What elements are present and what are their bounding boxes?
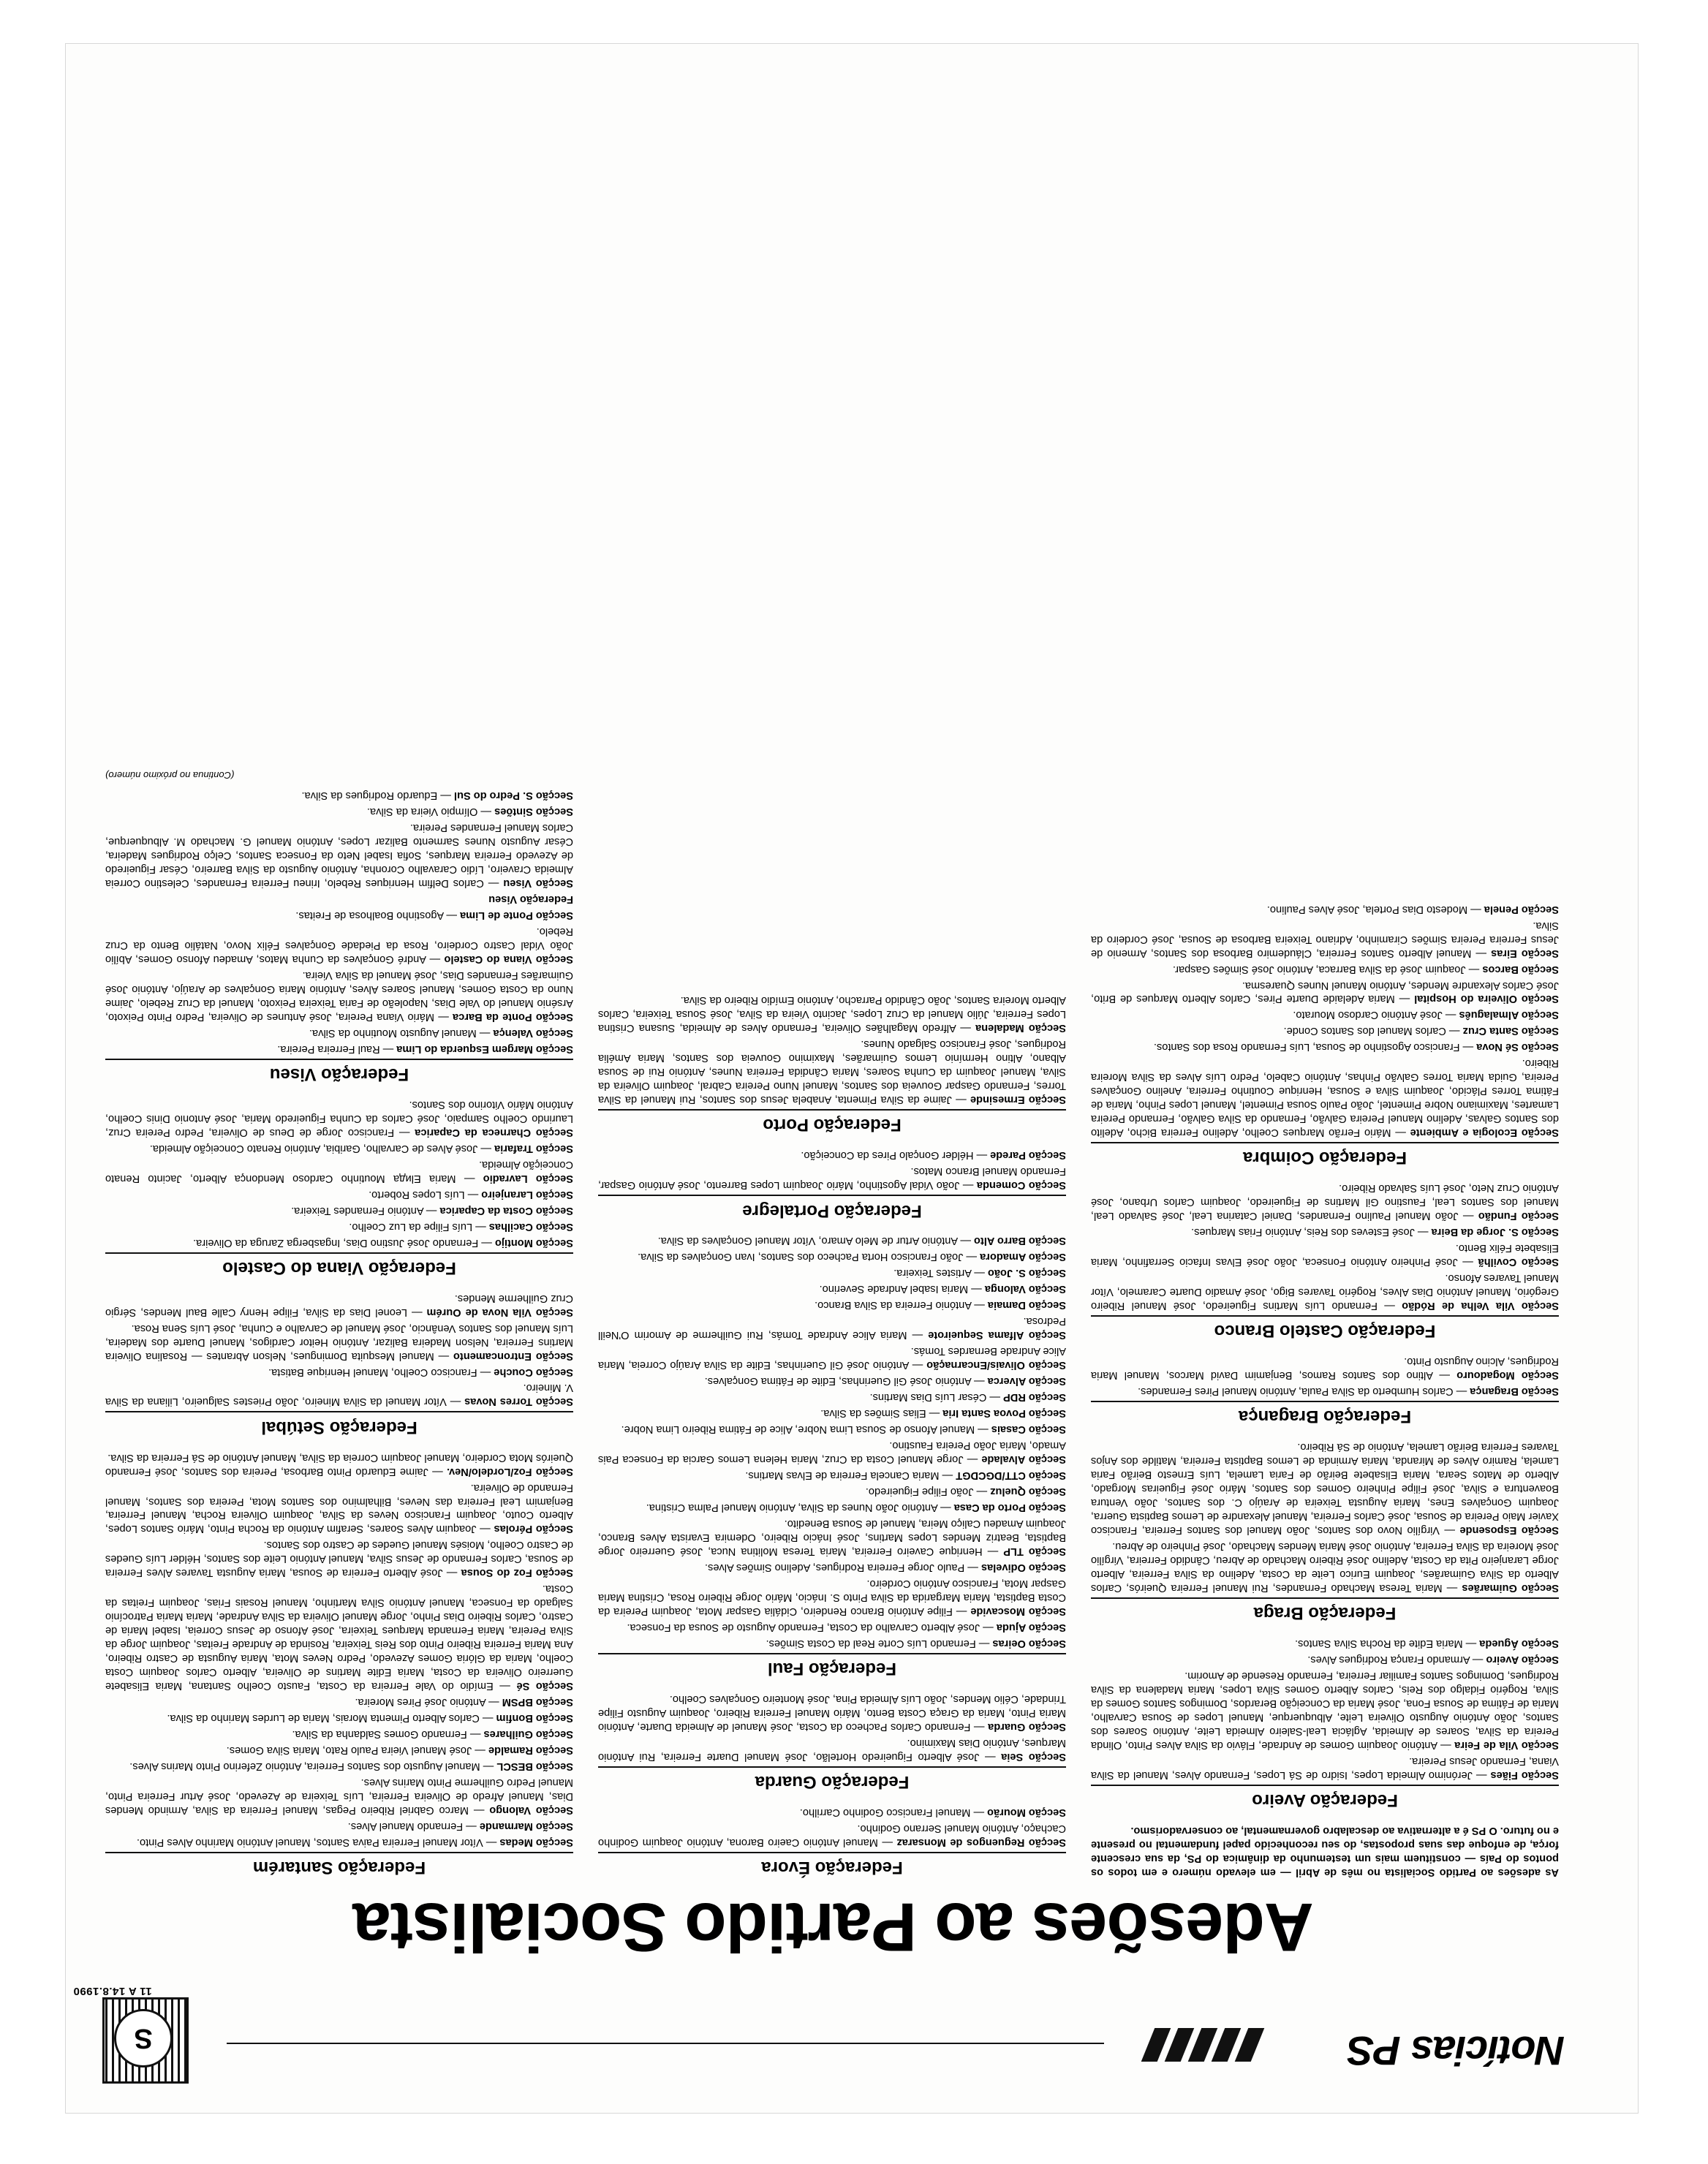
federation-heading: Federação Santarém	[105, 1852, 573, 1879]
section-entry: Secção Sé Nova — Francisco Agostinho de Sousa, Luís Fernando Rosa dos Santos.	[1153, 1041, 1559, 1053]
column-3	[105, 22, 573, 1879]
logo-letter: S	[114, 2009, 173, 2067]
section-entry: Secção Couche — Francisco Coelho, Manuel Henrique Batista.	[268, 1366, 573, 1378]
section-entry: Secção Viseu — Carlos Delfim Henriques Rebelo, Irineu Ferreira Fernandes, Celestino Correia Almeida Craveiro, Lídio Caravalho Coronha, António Augusto da Silva Barreiro, César Figueiredo de Azevedo Ferreira Marques, Sofia Isabel Neto da Fonseca Santos, Celço Rodrigues Madeira, César Augusto Nunes Sarmento Balizar Lopes, António Manuel G. Machado M. Albuquerque, Carlos Manuel Fernandes Pereira.	[105, 822, 573, 889]
section-entry: Secção Lavradio — Maria Elида Moutinho Cardoso Mendonça Alberto, Jacinto Renato Conceição Almeida.	[105, 1158, 573, 1184]
section-entry: Secção Bonfim — Carlos Alberto Pimenta Morais, Maria de Lurdes Marinho da Silva.	[167, 1712, 573, 1725]
section-entry: Secção TLP — Henrique Caveiro Ferreira, Maria Teresa Molitina Nuca, José Guerreiro Jorge Baptista, Beatriz Mendes Lopes Martins, José Inácio Ribeiro, Odemira Evarista Alves Branco, Joaquim Amadeu Caliço Meira, Manuel de Sousa Benedito.	[598, 1517, 1066, 1557]
section-entry: Secção Alverca — António José Gil Guerinhas, Edite de Fátima Gonçalves.	[704, 1375, 1066, 1388]
section-entry: Secção CTT/DGCDGT — Maria Cancela Ferreira de Elvas Martins.	[745, 1469, 1066, 1482]
section-entry: Secção Guilhares — Fernando Gomes Saldanha da Silva.	[292, 1728, 573, 1741]
section-entry: Secção Sintões — Olímpio Vieira da Silva.	[366, 806, 573, 818]
continued-note: (Continua no próximo número)	[105, 770, 235, 782]
section-entry: Secção Vila Velha de Ródão — Fernando Luís Martins Figueiredo, José Manuel Ribeiro Gregório, Manuel António Dias Alves, Rogério Tavares Bigo, José Amadio Duarte Caramelo, Vítor Manuel Tavares Afonso.	[1091, 1272, 1559, 1312]
party-logo-icon	[102, 1997, 189, 2084]
section-entry: Secção Moscavide — Filipe António Branco Rendeiro, Cidália Gaspar Mota, Joaquim Pereira da Costa Baptista, Maria Margarida da Silva Pinto S. Inácio, Mário Jorge Ribeiro Rosa, Cristina Maria Gaspar Mota, Francisco António Cordeiro.	[598, 1577, 1066, 1617]
section-entry: Secção Alfama Sequeirote — Maria Alice Andrade Tomás, Rui Guilherme de Amorim O'Neill Pedrosa.	[597, 1315, 1066, 1342]
federation-heading: Federação Bragança	[1091, 1401, 1559, 1428]
federation-heading: Federação Viseu	[105, 1059, 573, 1086]
section-entry: Secção RDP — César Luís Dias Martins.	[869, 1391, 1066, 1404]
section-entry: Secção Odivelas — Paulo Jorge Ferreira Rodrigues, Adelino Simões Alves.	[704, 1561, 1066, 1573]
section-entry: Secção Montijo — Fernando José Justino Dias, Ingasberga Zaruga da Oliveira.	[193, 1236, 573, 1249]
section-entry: Secção Foz do Sousa — José Alberto Ferreira de Sousa, Maria Augusta Tavares Alves Ferreira de Sousa, Carlos Fernando de Jesus Silva, Manuel António Leite dos Santos, Hélder Luís Guedes de Castro Coelho, Moisés Manuel Guedes de Castro dos Santos.	[105, 1539, 573, 1579]
section-entry: Secção Olivais/Encarnação — António José Gil Guerinhas, Edite da Silva Araújo Correia, Maria Alice Andrade Bernardes Tomás.	[597, 1345, 1066, 1372]
section-entry: Secção Alvalade — Jorge Manuel Costa da Cruz, Maria Helena Lemos Garcia da Fonseca Pais Amado, Maria João Pereira Faustino.	[598, 1439, 1066, 1466]
section-entry: Secção Eiras — Manuel Alberto Santos Ferreira, Cláudemiro Barbosa dos Santos, Armenio de Jesus Ferreira Pereira Simões Ciraminho, Adriano Teixeira Barbosa de Sousa, José Cordeiro da Silva.	[1091, 919, 1559, 959]
column-1	[1091, 22, 1559, 1879]
section-entry: Secção BPSM — António José Pires Moreira.	[355, 1696, 573, 1709]
section-entry: Secção Reguengos de Monsaraz — Manuel António Caeiro Barona, António Joaquim Godinho Cachaço, António Manuel Serrano Godinho.	[598, 1822, 1066, 1848]
section-entry: Secção Mourão — Manuel Francisco Godinho Carrilho.	[799, 1806, 1066, 1818]
section-entry: Secção Esposende — Virgílio Novo dos Santos, João Manuel dos Santos Ferreira, Francisco Xavier Maio Pereira de Sousa, José Carlos Ferreira, Manuel Alexandre de Lemos Baptista Guerra, Joaquim Gonçalves Enes, Maria Augusta Teixeira de Araújo C. dos Santos, João Ventura Boaventura e Silva, José Filipe Pinheiro Gomes dos Santos, Mário José Figueiras Morgado, Alberto de Matos Seara, Maria Elisabete Beirão de Faria Lamela, Luís Ernesto Beirão Faria Lamela, Ramiro Alves de Miranda, Maria Arminda de Lemos Baptista Ferreira, Matilde dos Anjos Tavares Ferreira Beirão Lamela, António de Sá Ribeiro.	[1091, 1441, 1559, 1537]
section-entry: Secção Parede — Hélder Gonçalo Pires da Conceição.	[801, 1149, 1066, 1162]
masthead-rule	[227, 2043, 1104, 2044]
federation-heading: Federação Porto	[598, 1109, 1066, 1136]
masthead-stripes-decoration	[1119, 2028, 1258, 2062]
federation-heading: Federação Faul	[598, 1653, 1066, 1680]
section-entry: Secção Entroncamento — Manuel Mesquita Domingues, Nelson Abrantes — Rosalina Oliveira Martins Ferreira, Nelson Madeira Balizar, António Heitor Cardigos, Manuel Duarte dos Madeira, Luís Manuel dos Santos Venâncio, José Manuel de Carvalho e Cunha, José Luís Sena Rosa.	[105, 1322, 573, 1362]
section-entry: Secção Ajuda — José Alberto Carvalho da Costa, Fernando Augusto de Sousa da Fonseca.	[627, 1621, 1066, 1633]
federation-heading: Federação Coimbra	[1091, 1142, 1559, 1169]
section-entry: Secção Medas — Vítor Manuel Ferreira Paiva Santos, Manuel António Marinho Alves Pinto.	[136, 1836, 573, 1848]
section-entry: Secção Madalena — Alfredo Magalhães Oliveira, Fernando Alves de Almeida, Susana Cristina Lopes Ferreira, Júlio Manuel da Cruz Lopes, Jacinto Vieira da Silva, José Sousa Teixeira, Carlos Alberto Moreira Santos, João Cândido Parracho, António Emídio Ribeiro da Silva.	[598, 994, 1066, 1034]
section-entry: Secção Águeda — Maria Edite da Rocha Silva Santos.	[1295, 1638, 1559, 1650]
section-entry: Secção Pérolas — Joaquim Alves Soares, Serafim António da Rocha Pinto, Mário Santos Lopes, Alberto Couto, Joaquim Francisco Neves da Silva, Joaquim Oliveira Rocha, Manuel Ferreira, Benjamim Leal Ferreira das Neves, Bilhalmino dos Santos Mota, Pereira dos Santos, Manuel Fernando de Oliveira.	[105, 1481, 573, 1535]
section-entry: Secção S. Pedro do Sul — Eduardo Rodrigues da Silva.	[301, 790, 573, 802]
section-entry: Secção Vila Nova de Ourém — Leonel Dias da Silva, Filipe Henry Calle Baul Mendes, Sérgio Cruz Guilherme Mendes.	[105, 1292, 573, 1318]
section-entry: Secção Torres Novas — Vítor Manuel da Silva Mineiro, João Priestes Salgueiro, Liliana da Silva V. Mineiro.	[105, 1382, 573, 1408]
federation-heading: Federação Évora	[598, 1852, 1066, 1879]
paper-sheet	[66, 44, 1638, 2113]
federation-heading: Federação Guarda	[598, 1766, 1066, 1793]
section-entry: Secção Porto da Casa — António João Nunes da Silva, António Manuel Palma Cristina.	[646, 1501, 1066, 1513]
section-entry: Secção Ermesinde — Jaime da Silva Pimenta, Anabela Jesus dos Santos, Rui Manuel da Silva Torres, Fernando Gaspar Gouveia dos Santos, Manuel Nuno Pereira Cabral, Joaquim Oliveira da Silva, Manuel Joaquim da Cunha Soares, Maria Cândida Ferreira Nunes, António Rui de Sousa Albano, Altino Hermínio Lemos Guimarães, Maximino Gouveia dos Santos, Maria Amélia Rodrigues, José Francisco Salgado Nunes.	[598, 1038, 1066, 1106]
section-entry: Secção Ponte de Lima — Agostinho Boalhosa de Freitas.	[295, 909, 573, 921]
section-entry: Secção Viana do Castelo — André Gonçalves da Cunha Matos, Amadeu Afonso Gomes, Abílio João Vidal Castro Cordeiro, Rosa da Piedade Gonçalves Félix Novo, Natálio Bento da Cruz Rebelo.	[105, 925, 573, 965]
article-columns	[104, 22, 1559, 1879]
section-entry: Secção Laranjeiro — Luís Lopes Roberto.	[369, 1188, 573, 1200]
federation-heading: Federação Braga	[1091, 1597, 1559, 1624]
section-entry: Secção Barro Alto — António Artur de Melo Amaro, Vítor Manuel Gonçalves da Silva.	[657, 1235, 1066, 1247]
section-entry: Secção Damaia — António Ferreira da Silva Branco.	[815, 1299, 1066, 1312]
section-entry: Secção Covilhã — José Pinheiro António Fonseca, João José Elvas Infacio Serrafinho, Maria Elisabete Félix Bento.	[1091, 1242, 1559, 1268]
section-entry: Secção Amadora — João Francisco Horta Pacheco dos Santos, Ivan Gonçalves da Silva.	[638, 1251, 1066, 1263]
section-entry: Secção BESCL — Manuel Augusto dos Santos Ferreira, António Zeferino Pinto Marins Alves.	[129, 1760, 573, 1772]
section-entry: Secção Povoa Santa Iria — Elias Simões da Silva.	[820, 1407, 1066, 1420]
section-entry: Secção Mogadouro — Altino dos Santos Ramos, Benjamim David Marcos, Manuel Maria Rodrigues, Alcino Augusto Pinto.	[1090, 1355, 1559, 1382]
section-entry: Secção Ramalde — José Manuel Vieira Paulo Rato, Maria Silva Gomes.	[226, 1744, 573, 1756]
section-entry: Secção Aveiro — Armando França Rodrigues Alves.	[1307, 1654, 1559, 1666]
section-entry: Secção Comenda — João Vidal Agostinho, Mário Joaquim Lopes Barrento, José António Gaspar, Fernando Manuel Branco Matos.	[598, 1165, 1066, 1192]
federation-heading: Federação Portalegre	[598, 1195, 1066, 1222]
section-entry: Secção Vila de Feira — António Joaquim Gomes de Andrade, Flávio da Silva Alves Pinto, Olinda Pereira da Silva, Soares de Almeida, Aglácia Leal-Saleiro Almeida Leite, António Soares dos Santos, João António Augusto Oliveira Leite, Albuquerque, Manuel Lopes de Sousa Carvalho, Maria de Fátima de Sousa Fona, José Maria da Conceição Berardos, Domingos Santos Gomes da Silva, Rogério Fidalgo dos Reis, Carlos Alberto Gomes Silva Lopes, Maria Madalena da Silva Rodrigues, Domingos Santos Familiar Ferreira, Fernando Resende de Amorim.	[1091, 1670, 1559, 1751]
section-entry: Secção Guimarães — Maria Teresa Machado Fernandes, Rui Manuel Ferreira Queirós, Carlos Alberto da Silva Guimarães, Joaquim Eurico Leite da Costa, Adelino da Silva Ferreira, Alberto Jorge Laranjeiro Pita da Costa, Adelino José Ribeiro Machado de Abreu, Cândido Ferreira, Virgílio José Moreira da Silva Ferreira, António José Maria Mendes Machado, José Pinheiro de Abreu.	[1091, 1540, 1559, 1594]
section-entry: Secção Penela — Modesto Dias Portela, José Alves Paulino.	[1266, 903, 1559, 915]
section-entry: Secção Cacilhas — Luís Filipe da Luz Coelho.	[349, 1220, 573, 1233]
federation-heading: Federação Viana do Castelo	[105, 1252, 573, 1279]
section-entry: Secção Costa da Caparica — António Fernandes Teixeira.	[291, 1204, 573, 1217]
section-entry: Secção Almalaguês — José António Cardoso Mourato.	[1293, 1009, 1559, 1021]
section-entry: Secção S. João — Artistes Teixeira.	[893, 1267, 1066, 1279]
section-entry: Secção Marmande — Fernando Manuel Alves.	[347, 1820, 573, 1832]
section-entry: Secção Seia — José Alberto Figueiredo Hortelão, José Manuel Duarte Ferreira, Rui António Marques, António Dias Maximino.	[598, 1736, 1066, 1763]
section-entry: Secção Casais — Manuel Afonso de Sousa Lima Nobre, Alice de Fátima Ribeiro Lima Nobre.	[621, 1423, 1066, 1436]
section-entry: Secção Queluz — João Filipe Figueiredo.	[865, 1486, 1066, 1497]
federation-heading: Federação Aveiro	[1091, 1785, 1559, 1812]
section-entry: Secção Sé — Emídio do Vale Ferreira da Costa, Fausto Coelho Santana, Maria Elisabete Guerreiro Oliveira da Costa, Maria Edite Martins de Oliveira, Alberto Carlos Joaquim Costa Coelho, Maria da Glória Gomes Azevedo, Pedro Neves Mota, Maria Augusta de Castro Ribeiro, Ana Maria Ferreira Ribeiro Pinto dos Reis Teixeira, Rosinda de Andrade Freitas, Joaquim Jorge da Silva Pereira, Maria Fernanda Marques Teixeira, José Afonso de Jesus Correia, Isabel Maria de Castro, Carlos Ribeiro Dias Pinho, Jorge Manuel Oliveira da Silva Andrade, Maria Maria Patrocínio Salgado da Fonseca, Manuel António Silva Martinho, Manuel Rosais Frias, Joaquim Freitas da Costa.	[105, 1583, 573, 1692]
issue-date: 11 A 14.8.1990	[73, 1985, 152, 1997]
section-entry: Secção Santa Cruz — Carlos Manuel dos Santos Conde.	[1283, 1025, 1559, 1037]
section-entry: Secção Foz/Lordelo/Nev. — Jaime Eduardo Pinto Barbosa, Pereira dos Santos, José Fernando Queirós Mota Cordeiro, Manuel Joaquim Correia da Silva, Manuel António de Sá Ferreira da Silva.	[105, 1451, 573, 1478]
masthead	[102, 2000, 1565, 2088]
section-entry: Secção Margem Esquerda do Lima — Raul Ferreira Pereira.	[277, 1043, 573, 1055]
section-entry: Secção S. Jorge da Beira — José Esteves dos Reis, António Frias Marques.	[1191, 1226, 1559, 1238]
section-entry: Secção Fiães — Jerónimo Almeida Lopes, Isidro de Sá Lopes, Fernando Alves, Manuel da Silva Viana, Fernando Jesus Pereira.	[1091, 1755, 1559, 1781]
section-entry: Secção Oliveira do Hospital — Maria Adelaide Duarte Pires, Carlos Alberto Marques de Brito, José Carlos Alexandre Mendes, António Manuel Nunes Quaresma.	[1091, 979, 1559, 1005]
lead-paragraph: As adesões ao Partido Socialista no mês de Abril — em elevado número e em todos os pontos do País — constituem mais um testemunho da dinâmica do PS, da sua crescente força, de enfoque das suas propostas, do seu reconhecido papel fundamental no presente e no futuro. O PS é a alternativa ao descalabro governamental, ao conservadorismo.	[1091, 1825, 1559, 1878]
section-entry: Federação Viseu	[488, 893, 573, 905]
section-entry: Secção Bragança — Carlos Humberto da Silva Paula, António Manuel Pires Fernandes.	[1138, 1385, 1559, 1398]
section-entry: Secção Valongo — Marco Gabriel Ribeiro Pegas, Manuel Ferreira da Silva, Armindo Mendes Dias, Manuel Afredo de Oliveira Ferreira, Luís Teixeira de Azevedo, José Artur Ferreira Pinto, Manuel Pedro Guilherme Pinto Marins Alves.	[105, 1776, 573, 1816]
section-entry: Secção Valença — Manuel Augusto Moutinho da Silva.	[309, 1026, 573, 1039]
masthead-title: Notícias PS	[1347, 2028, 1565, 2074]
federation-heading: Federação Setúbal	[105, 1411, 573, 1438]
column-2	[598, 22, 1066, 1879]
section-entry: Secção Valonga — Maria Isabel Andrade Severino.	[819, 1283, 1066, 1295]
section-entry: Secção Charneca da Caparica — Francisco Jorge de Deus de Oliveira, Pedro Pereira Cruz, Laurindo Coelho Sampaio, José Carlos da Cunha Figueiredo Maria, José Antonio Dinis Coelho, António Mário Vitorino dos Santos.	[105, 1098, 573, 1138]
page-headline: Adesões ao Partido Socialista	[353, 1889, 1314, 1966]
section-entry: Secção Fundão — João Manuel Paulino Fernandes, Daniel Catarina Leal, José Salvado Leal, Manuel dos Santos Leal, Faustino Gil Martins de Figueiredo, Joaquim Carlos Urbano, José António Cruz Neto, José Luís Salvado Ribeiro.	[1091, 1182, 1559, 1222]
section-entry: Secção Ecologia e Ambiente — Mário Ferrão Marques Coelho, Adelino Ferreira Bicho, Adelito dos Santos Galvas, Adelino Manuel Pereira Galvão, Fernando da Silva Galvão, Fernando Pereira Lamartes, Maximiano Nobre Pimentel, João Paulo Sousa Pimentel, Manuel Lopes Pinho, Maria de Fátima Torres Plácido, Joaquim Silva e Sousa, Henrique Coutinho Ferreira, Anelino Gonçalves Pereira, Guida Maria Torres Galvão Pinhas, António Cabelo, Pedro Luís Alves da Silva Moreira Ribeiro.	[1091, 1057, 1559, 1139]
section-entry: Secção Trafaria — José Alves de Carvalho, Garibia, António Renato Conceição Almeida.	[149, 1142, 573, 1154]
section-entry: Secção Barcos — Joaquim José da Silva Barraca, António José Simões Gaspar.	[1172, 963, 1559, 975]
section-entry: Secção Guarda — Fernando Carlos Pacheco da Costa, José Manuel de Almeida Duarte, António Maria Pinto, Maria da Graça Costa Bento, Mário Manuel Ferreira Ribeiro, Joaquim Augusto Filipe Trindade, Célio Mendes, João Luís Almeida Pina, José Monteiro Gonçalves Coelho.	[598, 1692, 1066, 1733]
section-entry: Secção Oeiras — Fernando Luís Corte Real da Costa Simões.	[766, 1637, 1066, 1649]
federation-heading: Federação Castelo Branco	[1091, 1315, 1559, 1342]
section-entry: Secção Ponte da Barca — Mário Viana Pereira, José Antunes de Oliveira, Pedro Pinto Peixoto, Arsénio Manuel do Vale Dias, Napoleão de Faria Teixeira Peixoto, Manuel da Cruz Rebelo, Jaime Nuno da Costa Gomes, Manuel Soares Alves, António Maria Gonçalves de Araújo, António José Guimarães Fernandes Dias, José Manuel da Silva Vieira.	[105, 969, 573, 1023]
